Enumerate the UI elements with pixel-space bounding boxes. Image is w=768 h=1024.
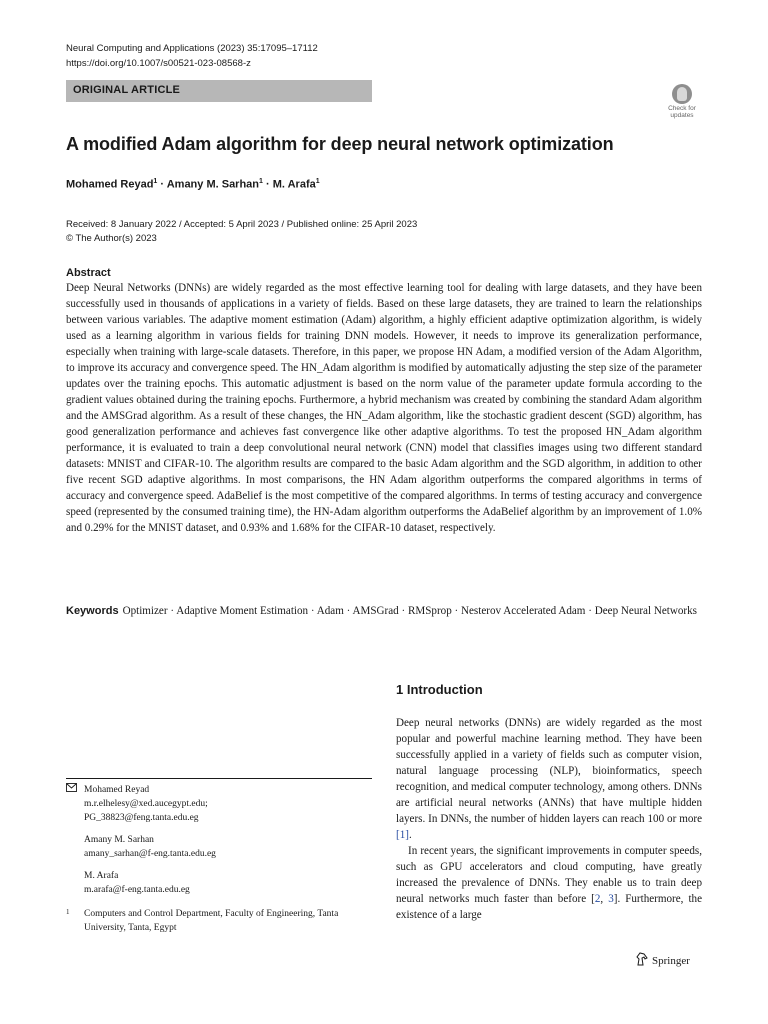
affiliation-marker: 1: [259, 178, 263, 185]
author-separator: ·: [160, 178, 165, 191]
abstract-heading: Abstract: [66, 267, 111, 279]
affiliation-text: Computers and Control Department, Faculty of Engineering, Tanta University, Tanta, Egypt: [84, 909, 339, 933]
envelope-icon: [66, 783, 77, 797]
keyword-separator: ·: [308, 605, 317, 617]
keyword-separator: ·: [343, 605, 353, 617]
affiliation-marker: 1: [153, 178, 158, 185]
author-contact: [66, 869, 372, 897]
accepted-date: Accepted: 5 April 2023: [183, 219, 279, 230]
keyword-separator: ·: [167, 605, 177, 617]
contact-name: Amany M. Sarhan: [84, 835, 154, 845]
check-for-updates-icon: [672, 84, 692, 104]
journal-info: [66, 41, 318, 71]
keywords-heading: Keywords: [66, 605, 119, 617]
author-list: [66, 178, 320, 191]
springer-horse-icon: [636, 952, 648, 969]
keyword[interactable]: RMSprop: [407, 605, 452, 617]
received-date: Received: 8 January 2022: [66, 219, 177, 230]
author-separator: ·: [266, 178, 270, 191]
date-separator: /: [278, 219, 287, 230]
abstract-text: Deep Neural Networks (DNNs) are widely regarded as the most effective learning tool for dealing with large datasets, and they have been successfully used in thousands of applications in a variety of fields. Based on these large datasets, they are trained to learn the relationships between various variables. The adaptive moment estimation (Adam) algorithm, a highly efficient adaptive optimization algorithm, is widely used as a learning algorithm in various fields for training DNN models. However, it needs to improve its generalization performance, especially when training with large-scale datasets. Therefore, in this paper, we propose HN Adam, a modified version of the Adam Algorithm, to improve its accuracy and convergence speed. The HN_Adam algorithm is modified by automatically adjusting the step size of the parameter updates over the training epochs. This automatic adjustment is based on the norm value of the parameter update formula according to the gradient values obtained during the training epochs. Furthermore, a hybrid mechanism was created by combining the standard Adam algorithm and the AMSGrad algorithm. As a result of these changes, the HN_Adam algorithm, like the stochastic gradient descent (SGD) algorithm, has good generalization performance and achieves fast convergence like other adaptive algorithms. To test the proposed HN_Adam algorithm performance, it is evaluated to train a deep convolutional neural network (CNN) model that classifies images using two different standard datasets: MNIST and CIFAR-10. The algorithm results are compared to the basic Adam algorithm and the SGD algorithm, in addition to other five recent SGD adaptive algorithms. In most comparisons, the HN Adam algorithm outperforms the compared algorithms in terms of accuracy and convergence speed. AdaBelief is the most competitive of the compared algorithms. In terms of testing accuracy and convergence speed (represented by the consumed training time), the HN-Adam algorithm outperforms the AdaBelief algorithm by an improvement of 1.0% and 0.29% for the MNIST dataset, and 0.93% and 1.68% for the CIFAR-10 dataset, respectively.: [66, 282, 702, 534]
contact-email[interactable]: m.arafa@f-eng.tanta.edu.eg: [84, 885, 190, 895]
citation-link[interactable]: 3: [608, 893, 614, 905]
keyword[interactable]: Deep Neural Networks: [594, 605, 697, 617]
journal-citation: Neural Computing and Applications (2023) 35:17095–17112: [66, 43, 318, 54]
publication-dates: [66, 218, 417, 246]
contact-name: Mohamed Reyad: [84, 785, 150, 795]
contact-email[interactable]: m.r.elhelesy@xed.aucegypt.edu;: [84, 799, 208, 809]
date-separator: /: [176, 219, 184, 230]
keyword[interactable]: Adaptive Moment Estimation: [176, 605, 309, 617]
author-contact: [66, 833, 372, 861]
publisher-logo: [636, 952, 690, 969]
check-for-updates-label: Check for updates: [668, 105, 696, 119]
check-for-updates-badge[interactable]: [662, 84, 702, 124]
footnote-divider: [66, 778, 372, 779]
affiliation: [66, 907, 372, 935]
keyword-separator: ·: [451, 605, 461, 617]
contact-name: M. Arafa: [84, 871, 119, 881]
citation-link[interactable]: [1]: [396, 829, 409, 841]
keyword[interactable]: Nesterov Accelerated Adam: [461, 605, 586, 617]
article-type: ORIGINAL ARTICLE: [73, 84, 181, 96]
author-name[interactable]: Mohamed Reyad: [66, 178, 154, 191]
keyword-separator: ·: [398, 605, 408, 617]
keyword[interactable]: AMSGrad: [352, 605, 399, 617]
keyword[interactable]: Optimizer: [122, 605, 168, 617]
paper-title: A modified Adam algorithm for deep neural network optimization: [66, 134, 614, 154]
paragraph: In recent years, the significant improvements in computer speeds, such as GPU accelerators and cloud computing, have greatly increased the prevalence of DNNs. They enable us to train deep neural networks much faster than before [2, 3]. Furthermore, the existence of a large: [396, 845, 703, 921]
section-heading-introduction: 1 Introduction: [396, 682, 483, 697]
corresponding-author: [66, 783, 372, 825]
publisher-name: Springer: [652, 954, 690, 967]
footnotes: [66, 783, 372, 943]
author-name[interactable]: Amany M. Sarhan: [166, 178, 260, 191]
keyword-list: [123, 605, 697, 617]
affiliation-marker: 1: [315, 178, 320, 185]
affiliation-number: 1: [66, 908, 70, 916]
contact-email[interactable]: PG_38823@feng.tanta.edu.eg: [84, 813, 199, 823]
citation-link[interactable]: 2: [594, 893, 601, 905]
keyword-separator: ·: [585, 605, 595, 617]
keyword[interactable]: Adam: [316, 605, 344, 617]
copyright-notice: © The Author(s) 2023: [66, 233, 157, 244]
doi-link[interactable]: https://doi.org/10.1007/s00521-023-08568-z: [66, 58, 251, 69]
contact-email[interactable]: amany_sarhan@f-eng.tanta.edu.eg: [84, 849, 216, 859]
paragraph: Deep neural networks (DNNs) are widely regarded as the most popular and powerful machine learning method. They have been successfully applied in a variety of fields such as computer vision, natural language processing (NLP), bioinformatics, speech recognition, and medical computer technology, among others. DNNs are artificial neural networks (ANNs) that have multiple hidden layers. In DNNs, the number of hidden layers can reach 100 or more [1].: [396, 717, 702, 841]
published-date: Published online: 25 April 2023: [286, 219, 418, 230]
introduction-text: [396, 715, 702, 923]
article-type-banner: [66, 80, 372, 102]
author-name[interactable]: M. Arafa: [272, 178, 316, 191]
keywords: [66, 603, 702, 620]
